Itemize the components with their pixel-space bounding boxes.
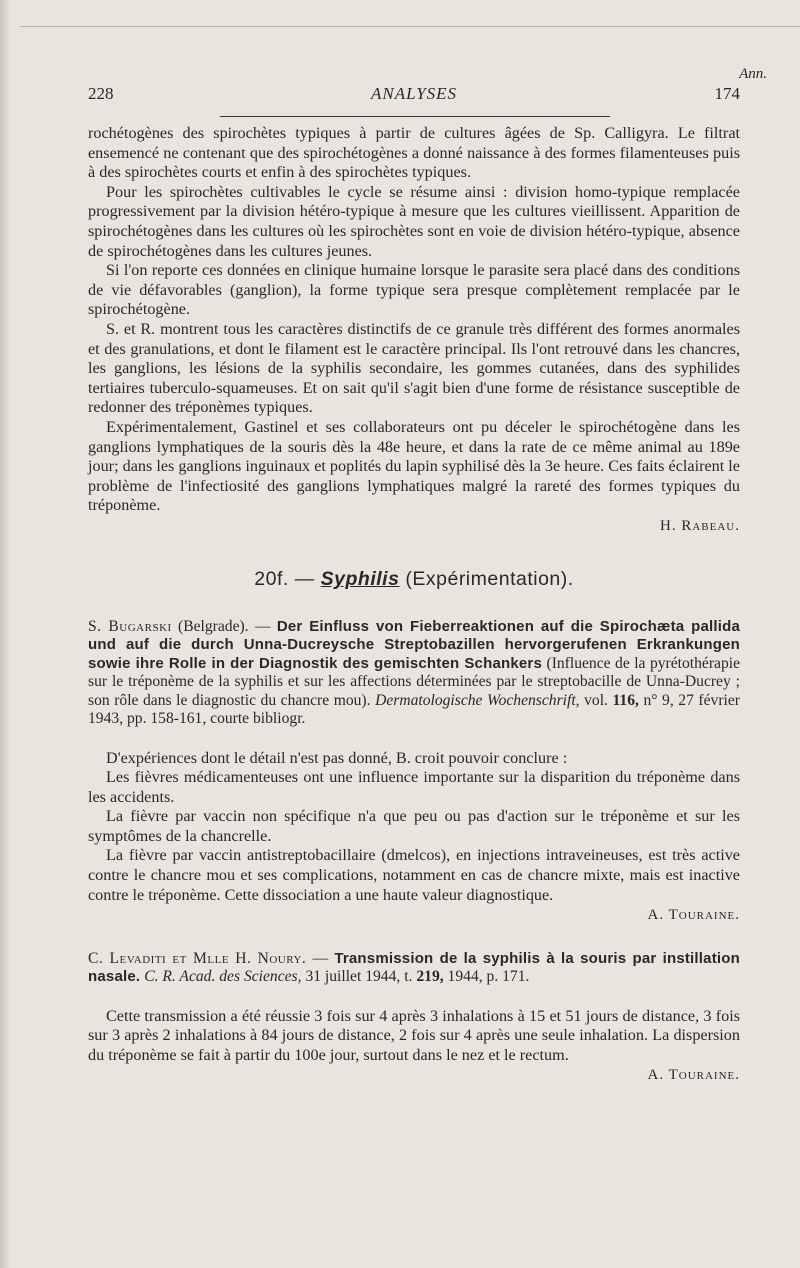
handwritten-annotation: Ann. [739,66,767,82]
volume-reference: 174 [714,84,740,103]
paragraph: S. et R. montrent tous les caractères distinctifs de ce granule très différent des formes anormales et des granulations, et dont le filament est le caractère principal. Ils l'ont retrouvé dans les chancres, les ganglions, les lésions de la syphilis secondaire, les gommes cutanées, dans des syphilides tertiaires tuberculo-squameuses. Et on sait qu'il s'agit bien d'une forme de résistance susceptible de redonner des tréponèmes typiques. [88,319,740,417]
running-title: ANALYSES [370,84,458,103]
entry-heading [88,950,740,987]
spacer [88,987,740,1007]
spacer [88,926,740,950]
entry-date: 31 juillet 1944, t. [305,968,413,986]
paragraph: D'expériences dont le détail n'est pas donné, B. croit pouvoir conclure : [106,748,568,767]
header-rule [220,116,610,117]
entry-journal: Dermatologische Wochenschrift, [375,691,580,709]
section-heading [88,570,740,590]
entry-heading [88,618,740,728]
entry-journal: C. R. Acad. des Sciences, [144,968,302,986]
page-number: 228 [88,84,114,103]
paragraph: Si l'on reporte ces données en clinique humaine lorsque le parasite sera placé dans des conditions de vie défavorables (ganglion), la forme typique sera presque complètement remplacée par le spirochétogène. [88,261,740,319]
paragraph: La fièvre par vaccin non spécifique n'a que peu ou pas d'action sur le tréponème et sur les symptômes de la chancrelle. [88,807,740,845]
section-subtopic: (Expérimentation). [405,568,574,591]
spacer [88,729,740,749]
entry-translation: (Influence de la pyrétothérapie sur le tréponème de la syphilis et sur les affections déterminées par le streptobacille de Unna-Ducrey ; son rôle dans le diagnostic du chancre mou). [88,654,740,709]
entry-place: (Belgrade). — [178,618,271,636]
signature: A. Touraine. [647,907,740,924]
entry-tome: 219, [416,968,444,986]
entry-citation-rest: 1944, p. 171. [447,968,530,986]
entry-citation-rest: n° 9, 27 février 1943, pp. 158-161, courte bibliogr. [88,691,740,728]
page-spine [0,0,10,1268]
paragraph: Cette transmission a été réussie 3 fois sur 4 après 3 inhalations à 15 et 51 jours de distance, 3 fois sur 3 après 2 inhalations à 84 jours de distance, 2 fois sur 4 après une seule inhalation. La dispersion du tréponème se fait à partir du 100e jour, surtout dans le nez et le rectum. [88,1006,740,1064]
page-body [88,124,740,1086]
paragraph: rochétogènes des spirochètes typiques à partir de cultures âgées de Sp. Calligyra. Le filtrat ensemencé ne contenant que des spirochétogènes a donné naissance à des formes filamenteuses puis à des spirochètes courts et enfin à des spirochètes typiques. [88,124,740,182]
entry-title: Der Einfluss von Fieberreaktionen auf die Spirochæta pallida und auf die durch Unna-Ducreysche Streptobazillen hervorgerufenen Erkrankungen sowie ihre Rolle in der Diagnostik des gemischten Schankers [88,618,741,672]
running-header [88,84,740,106]
section-topic: Syphilis [320,568,400,591]
paragraph: Pour les spirochètes cultivables le cycle se résume ainsi : division homo-typique remplacée progressivement par la division hétéro-typique à mesure que les cultures vieillissent. Apparition de spirochétogènes dans les cultures où les spirochètes sont en voie de division hétéro-typique, absence de spirochétogènes dans les cultures jeunes. [88,182,740,260]
entry-volume: 116, [612,691,639,709]
top-edge-line [20,26,800,27]
entry-title: Transmission de la syphilis à la souris par instillation nasale. [88,949,740,986]
paragraph: La fièvre par vaccin antistreptobacillaire (dmelcos), en injections intraveineuses, est très active contre le chancre mou et ses complications, notamment en cas de chancre mixte, mais est inactive contre le tréponème. Cette dissociation a une haute valeur diagnostique. [88,846,740,904]
signature: H. Rabeau. [660,517,740,534]
section-number: 20f. [254,568,289,591]
entry-vol-label: vol. [584,691,608,709]
section-dash: — [294,568,315,591]
entry-authors: C. Levaditi et Mlle H. Noury. — [88,949,329,967]
paragraph: Les fièvres médicamenteuses ont une influence importante sur la disparition du tréponème dans les accidents. [88,768,740,806]
signature: A. Touraine. [647,1067,740,1084]
entry-author: S. Bugarski [88,618,172,636]
paragraph: Expérimentalement, Gastinel et ses collaborateurs ont pu déceler le spirochétogène dans les ganglions lymphatiques de la souris dès la 48e heure, et dans la rate de ce même animal au 189e jour; dans les ganglions inguinaux et poplités du lapin syphilisé dès la 3e heure. Ces faits éclairent le problème de l'infectiosité des ganglions lymphatiques malgré la rareté des formes typiques du tréponème. [88,417,740,515]
